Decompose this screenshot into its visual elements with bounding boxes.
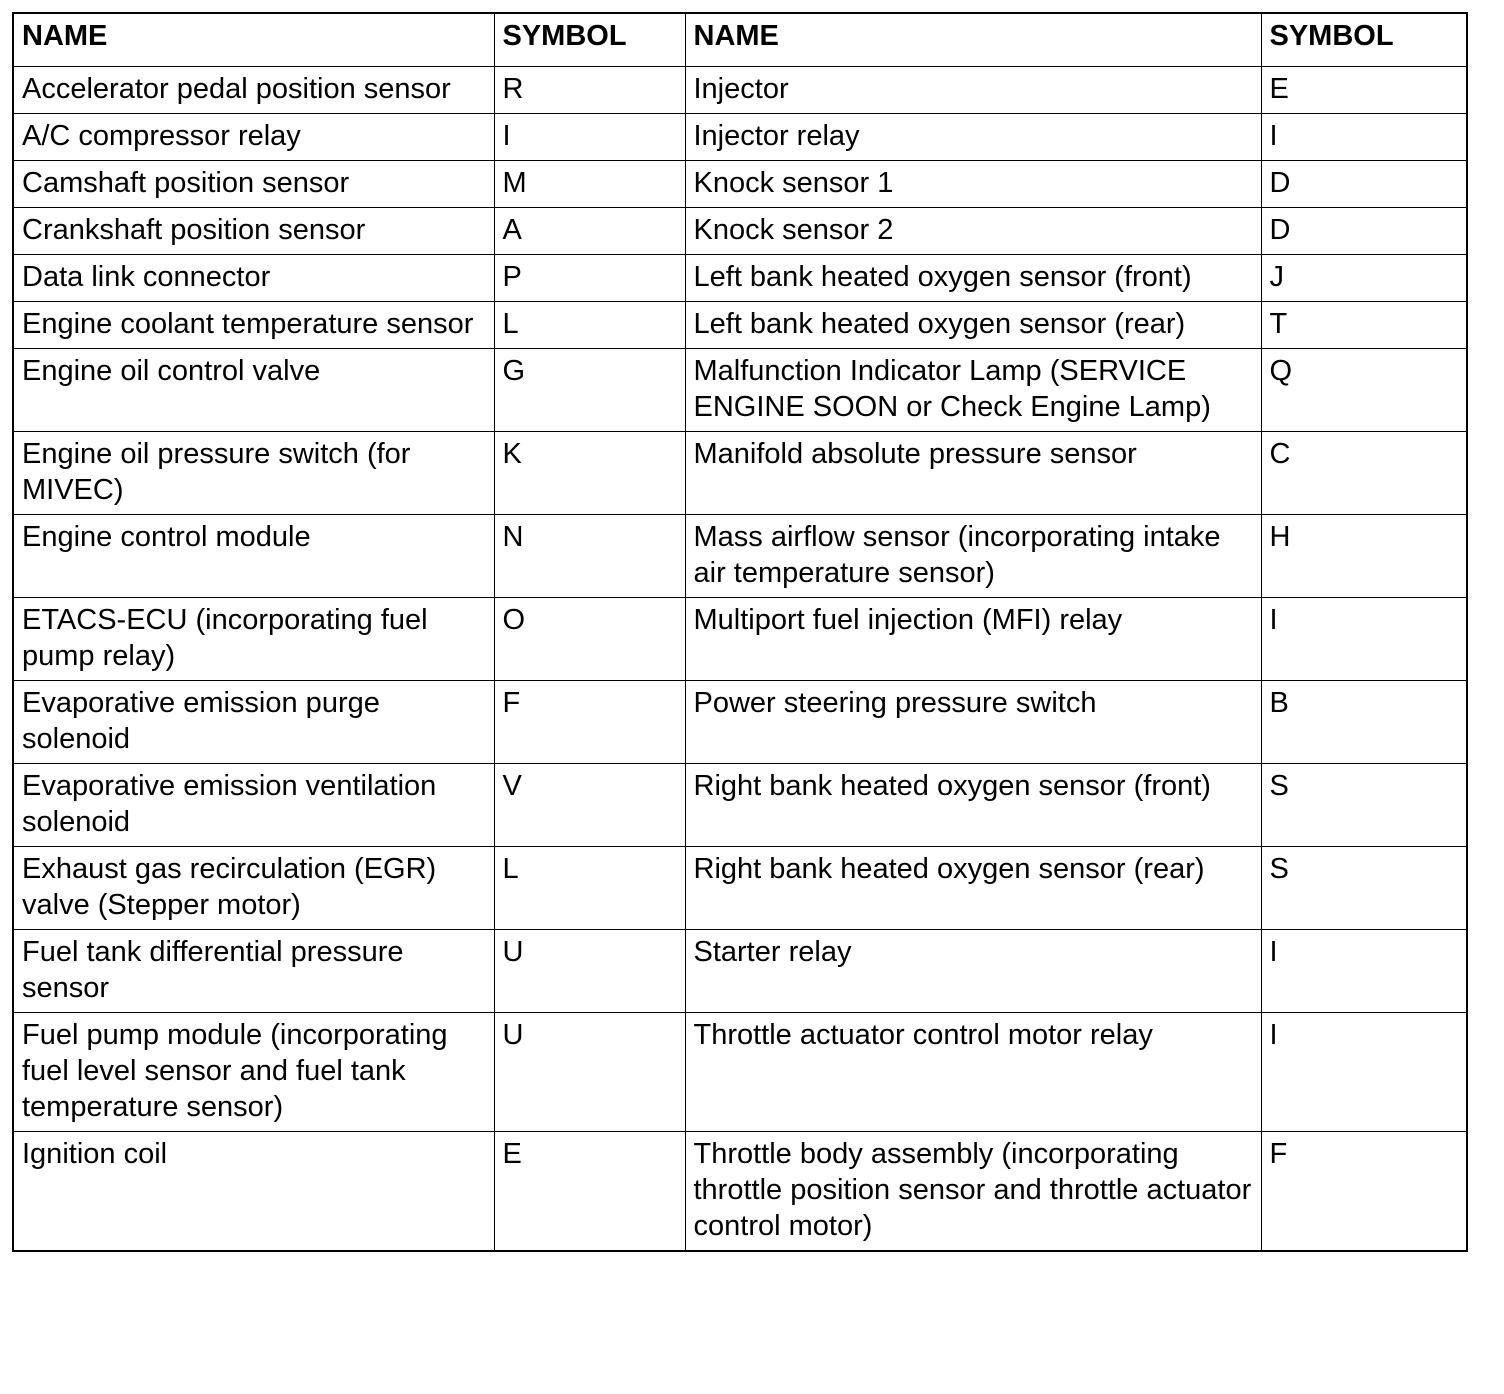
left-symbol-cell: L	[494, 302, 685, 349]
right-symbol-cell: Q	[1261, 349, 1467, 432]
right-name-cell: Power steering pressure switch	[685, 681, 1261, 764]
header-name-left: NAME	[13, 13, 494, 67]
right-name-cell: Left bank heated oxygen sensor (front)	[685, 255, 1261, 302]
right-name-cell: Manifold absolute pressure sensor	[685, 432, 1261, 515]
left-name-cell: Fuel pump module (incorporating fuel level sensor and fuel tank temperature sensor)	[13, 1013, 494, 1132]
right-symbol-cell: S	[1261, 764, 1467, 847]
left-name-cell: Data link connector	[13, 255, 494, 302]
right-symbol-cell: J	[1261, 255, 1467, 302]
left-name-cell: Camshaft position sensor	[13, 161, 494, 208]
right-name-cell: Malfunction Indicator Lamp (SERVICE ENGINE SOON or Check Engine Lamp)	[685, 349, 1261, 432]
left-symbol-cell: M	[494, 161, 685, 208]
header-symbol-right: SYMBOL	[1261, 13, 1467, 67]
left-name-cell: Ignition coil	[13, 1132, 494, 1252]
right-name-cell: Right bank heated oxygen sensor (rear)	[685, 847, 1261, 930]
right-name-cell: Left bank heated oxygen sensor (rear)	[685, 302, 1261, 349]
right-symbol-cell: I	[1261, 930, 1467, 1013]
component-symbol-table	[12, 12, 1468, 1252]
right-symbol-cell: B	[1261, 681, 1467, 764]
right-name-cell: Injector	[685, 67, 1261, 114]
right-symbol-cell: D	[1261, 161, 1467, 208]
table-row	[13, 930, 1467, 1013]
left-name-cell: Engine coolant temperature sensor	[13, 302, 494, 349]
table-row	[13, 255, 1467, 302]
table-row	[13, 847, 1467, 930]
right-name-cell: Throttle actuator control motor relay	[685, 1013, 1261, 1132]
table-row	[13, 764, 1467, 847]
table-row	[13, 302, 1467, 349]
table-row	[13, 208, 1467, 255]
table-row	[13, 1132, 1467, 1252]
right-name-cell: Knock sensor 1	[685, 161, 1261, 208]
right-symbol-cell: I	[1261, 598, 1467, 681]
left-name-cell: Accelerator pedal position sensor	[13, 67, 494, 114]
left-name-cell: Crankshaft position sensor	[13, 208, 494, 255]
right-name-cell: Throttle body assembly (incorporating throttle position sensor and throttle actuator control motor)	[685, 1132, 1261, 1252]
table-row	[13, 1013, 1467, 1132]
left-name-cell: Evaporative emission ventilation solenoid	[13, 764, 494, 847]
table-row	[13, 67, 1467, 114]
right-symbol-cell: S	[1261, 847, 1467, 930]
right-symbol-cell: H	[1261, 515, 1467, 598]
right-name-cell: Starter relay	[685, 930, 1261, 1013]
header-symbol-left: SYMBOL	[494, 13, 685, 67]
left-symbol-cell: O	[494, 598, 685, 681]
right-symbol-cell: I	[1261, 114, 1467, 161]
table-row	[13, 681, 1467, 764]
left-symbol-cell: P	[494, 255, 685, 302]
table-row	[13, 598, 1467, 681]
right-symbol-cell: I	[1261, 1013, 1467, 1132]
right-symbol-cell: D	[1261, 208, 1467, 255]
right-name-cell: Multiport fuel injection (MFI) relay	[685, 598, 1261, 681]
left-name-cell: Evaporative emission purge solenoid	[13, 681, 494, 764]
left-symbol-cell: L	[494, 847, 685, 930]
left-symbol-cell: U	[494, 1013, 685, 1132]
right-symbol-cell: C	[1261, 432, 1467, 515]
right-name-cell: Injector relay	[685, 114, 1261, 161]
left-symbol-cell: K	[494, 432, 685, 515]
right-name-cell: Mass airflow sensor (incorporating intake air temperature sensor)	[685, 515, 1261, 598]
left-symbol-cell: N	[494, 515, 685, 598]
header-row	[13, 13, 1467, 67]
header-name-right: NAME	[685, 13, 1261, 67]
left-name-cell: Engine control module	[13, 515, 494, 598]
table-row	[13, 114, 1467, 161]
left-name-cell: A/C compressor relay	[13, 114, 494, 161]
table-row	[13, 432, 1467, 515]
left-symbol-cell: I	[494, 114, 685, 161]
table-row	[13, 349, 1467, 432]
right-name-cell: Knock sensor 2	[685, 208, 1261, 255]
right-name-cell: Right bank heated oxygen sensor (front)	[685, 764, 1261, 847]
left-symbol-cell: U	[494, 930, 685, 1013]
left-symbol-cell: A	[494, 208, 685, 255]
right-symbol-cell: F	[1261, 1132, 1467, 1252]
table-body	[13, 67, 1467, 1252]
left-name-cell: Engine oil pressure switch (for MIVEC)	[13, 432, 494, 515]
left-symbol-cell: R	[494, 67, 685, 114]
left-symbol-cell: G	[494, 349, 685, 432]
left-name-cell: ETACS-ECU (incorporating fuel pump relay)	[13, 598, 494, 681]
left-name-cell: Engine oil control valve	[13, 349, 494, 432]
left-name-cell: Exhaust gas recirculation (EGR) valve (Stepper motor)	[13, 847, 494, 930]
left-name-cell: Fuel tank differential pressure sensor	[13, 930, 494, 1013]
left-symbol-cell: E	[494, 1132, 685, 1252]
right-symbol-cell: E	[1261, 67, 1467, 114]
right-symbol-cell: T	[1261, 302, 1467, 349]
table-row	[13, 515, 1467, 598]
left-symbol-cell: V	[494, 764, 685, 847]
table-row	[13, 161, 1467, 208]
left-symbol-cell: F	[494, 681, 685, 764]
